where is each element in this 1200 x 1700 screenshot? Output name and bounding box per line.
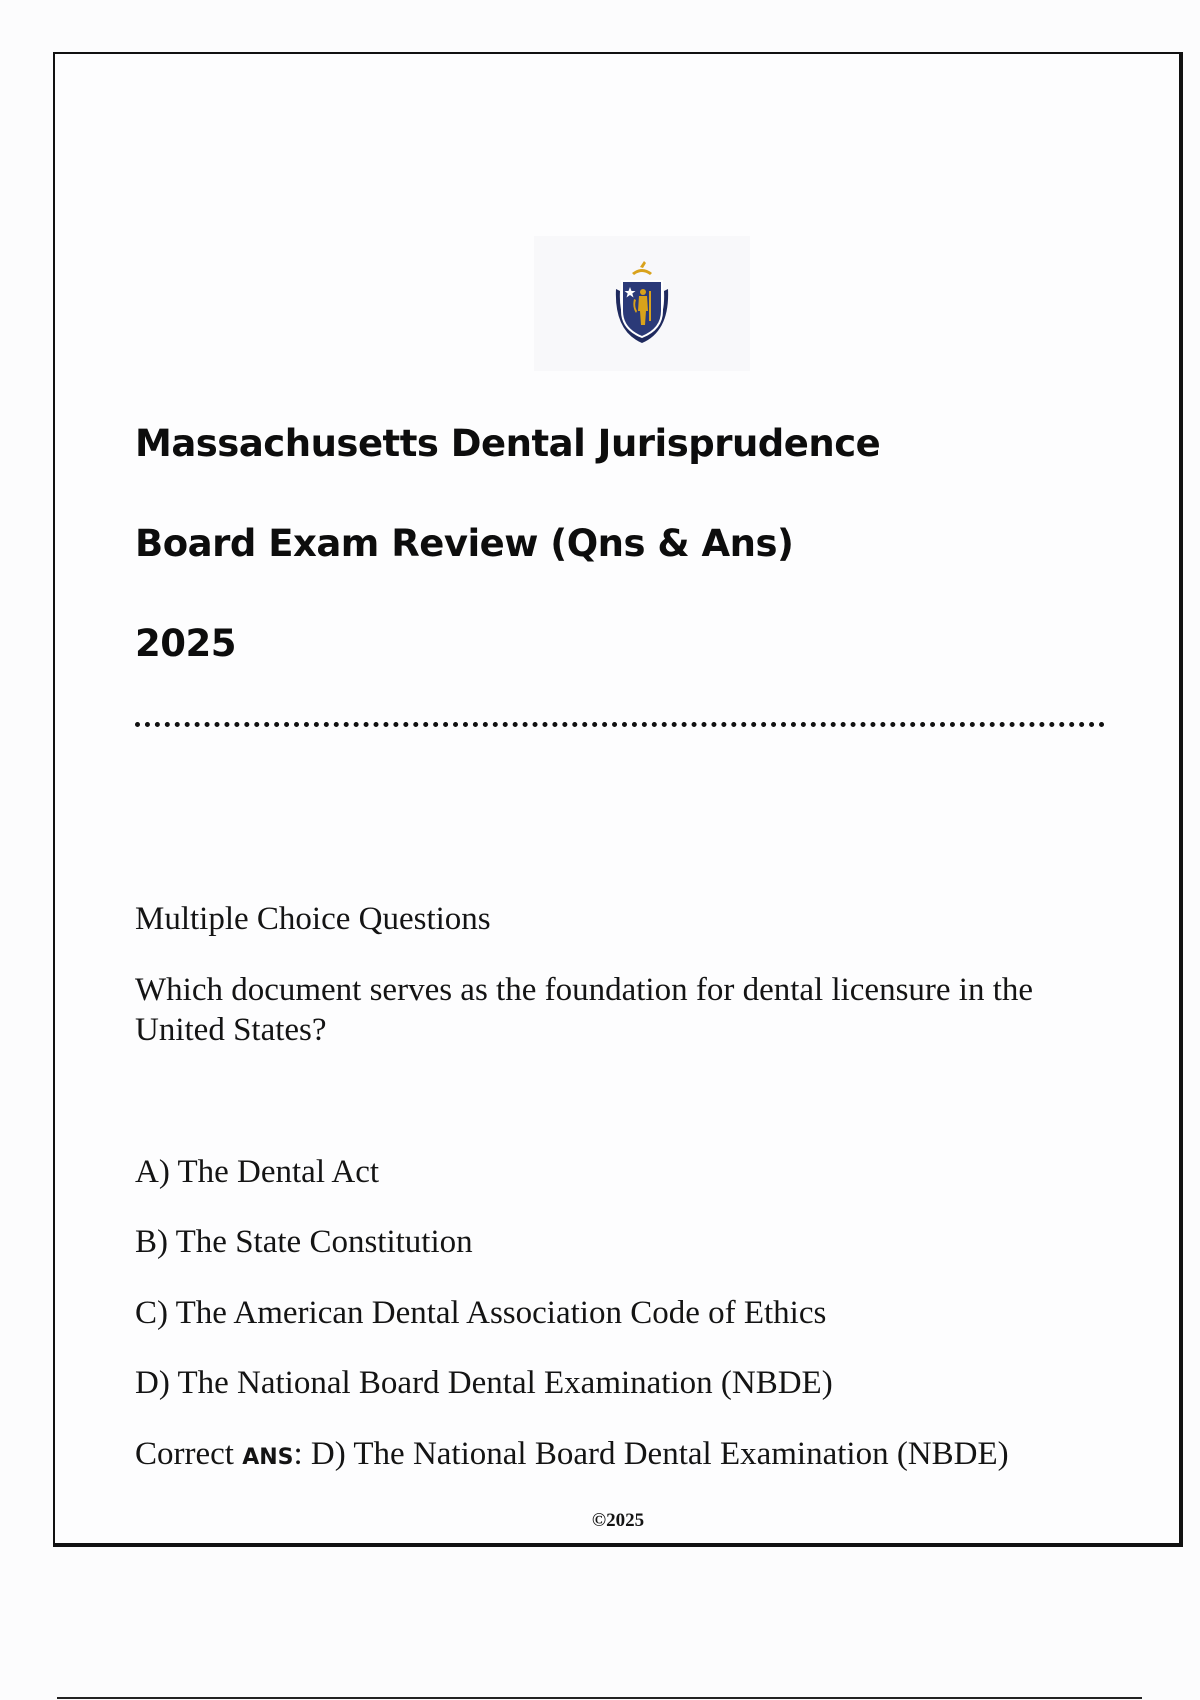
document-title-line-1: Massachusetts Dental Jurisprudence (135, 422, 881, 465)
answer-tag: ANS (242, 1445, 294, 1470)
bottom-rule (57, 1697, 1142, 1699)
option-b: B) The State Constitution (135, 1224, 473, 1260)
seal-container (534, 236, 750, 371)
copyright-footer: ©2025 (591, 1510, 645, 1531)
answer-text: : D) The National Board Dental Examination (NBDE) (293, 1436, 1009, 1472)
correct-answer (135, 1434, 1009, 1478)
question-text: Which document serves as the foundation for dental licensure in the United States? (135, 972, 1034, 1048)
document-title-line-2: Board Exam Review (Qns & Ans) (135, 522, 794, 565)
document-title-year: 2025 (135, 622, 236, 665)
dotted-divider (135, 722, 1105, 727)
answer-prefix: Correct (135, 1436, 243, 1472)
option-d: D) The National Board Dental Examination (NBDE) (135, 1365, 833, 1401)
massachusetts-state-seal-icon (610, 259, 674, 349)
section-label: Multiple Choice Questions (135, 901, 491, 937)
option-c: C) The American Dental Association Code of Ethics (135, 1295, 827, 1331)
option-a: A) The Dental Act (135, 1154, 380, 1190)
